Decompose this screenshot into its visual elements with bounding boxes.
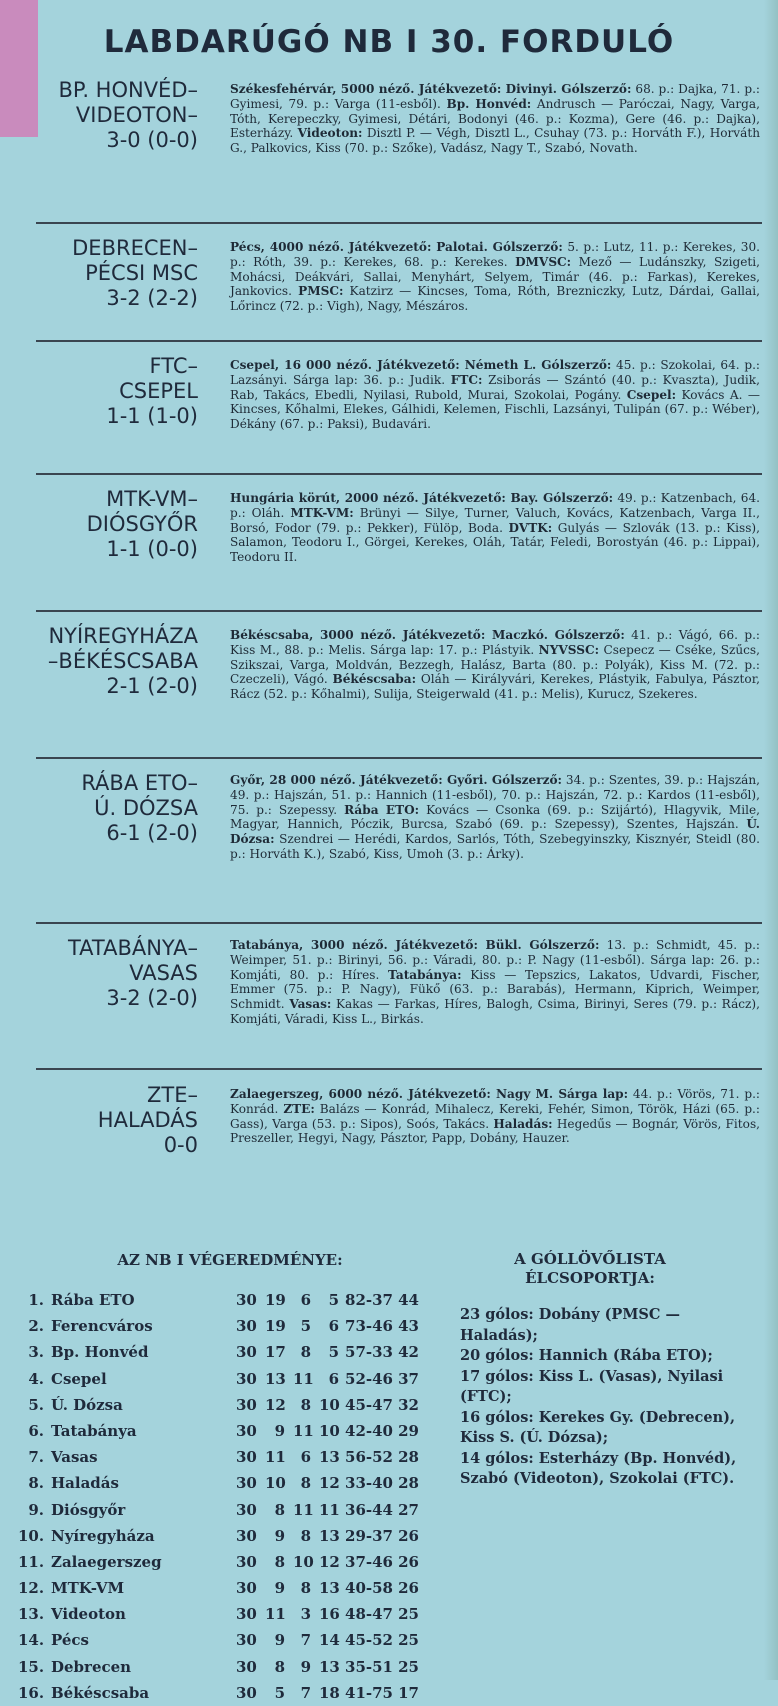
- scorers-title: A GÓLLÖVŐLISTA ÉLCSOPORTJA:: [514, 1250, 666, 1287]
- lineup-text: Brünyi — Silye, Turner, Valuch, Kovács, Katzenbach, Varga II., Borsó, Fodor (79. p.: Pekker), Fülöp, Boda.: [230, 505, 760, 535]
- standing-position: 9.: [28, 1500, 44, 1519]
- standing-goals: 36-44: [345, 1500, 393, 1519]
- table-row: [18, 1575, 428, 1601]
- standing-played: 30: [236, 1448, 257, 1467]
- standing-wins: 8: [274, 1500, 285, 1519]
- standing-team: Haladás: [51, 1474, 119, 1493]
- standing-wins: 8: [274, 1657, 285, 1676]
- standing-played: 30: [236, 1369, 257, 1388]
- standing-played: 30: [236, 1683, 257, 1702]
- standing-position: 13.: [18, 1605, 45, 1624]
- table-row: [18, 1680, 428, 1706]
- report-header: Zalaegerszeg, 6000 néző. Játékvezető: Nagy M. Sárga lap:: [230, 1087, 629, 1101]
- report-header: Pécs, 4000 néző. Játékvezető: Palotai. Gólszerző:: [230, 240, 563, 254]
- table-row: [18, 1627, 428, 1653]
- standing-position: 3.: [28, 1343, 44, 1362]
- standing-played: 30: [236, 1631, 257, 1650]
- standing-goals: 37-46: [345, 1552, 393, 1571]
- standing-team: Ú. Dózsa: [51, 1395, 123, 1414]
- standing-wins: 12: [265, 1395, 286, 1414]
- team-away: PÉCSI MSC: [85, 261, 198, 285]
- section-divider: [36, 922, 762, 924]
- lineup-text: Kakas — Farkas, Híres, Balogh, Csima, Birinyi, Seres (79. p.: Rácz), Komjáti, Váradi, Kiss L., Birkás.: [230, 997, 760, 1026]
- match-report: [230, 1087, 760, 1146]
- match-score: 3-2 (2-0): [106, 986, 198, 1010]
- lineup-label: Békéscsaba:: [332, 672, 417, 687]
- standing-played: 30: [236, 1605, 257, 1624]
- standing-losses: 5: [328, 1343, 339, 1362]
- standing-points: 25: [398, 1657, 419, 1676]
- standings-title: AZ NB I VÉGEREDMÉNYE:: [117, 1251, 343, 1269]
- table-row: [18, 1497, 428, 1523]
- standing-played: 30: [236, 1421, 257, 1440]
- standing-wins: 8: [274, 1552, 285, 1571]
- standing-goals: 42-40: [345, 1421, 393, 1440]
- report-header: Hungária körút, 2000 néző. Játékvezető: Bay. Gólszerző:: [230, 491, 614, 505]
- table-row: [18, 1392, 428, 1418]
- standing-played: 30: [236, 1657, 257, 1676]
- table-row: [18, 1654, 428, 1680]
- match-score: 3-0 (0-0): [106, 128, 198, 152]
- standing-team: Nyíregyháza: [51, 1526, 155, 1545]
- scorers-list: [460, 1305, 760, 1490]
- standing-position: 8.: [28, 1474, 44, 1493]
- standing-goals: 35-51: [345, 1657, 393, 1676]
- lineup-text: Disztl P. — Végh, Disztl L., Csuhay (73. p.: Horváth F.), Horváth G., Palkovics, Kiss (70. p.: Szőke), Vadász, Nagy T., Szabó, Novath.: [230, 126, 760, 156]
- standing-wins: 19: [265, 1291, 286, 1309]
- report-text: 45. p.: Szokolai, 64. p.: Lazsányi. Sárga lap: 36. p.: Judik.: [230, 358, 760, 387]
- report-text: 5. p.: Lutz, 11. p.: Kerekes, 30. p.: Róth, 39. p.: Kerekes, 68. p.: Kerekes.: [230, 240, 760, 269]
- standing-position: 7.: [28, 1448, 44, 1467]
- standing-losses: 11: [319, 1500, 340, 1519]
- match-teams: [18, 624, 198, 699]
- table-row: [18, 1418, 428, 1444]
- standing-draws: 6: [300, 1291, 311, 1309]
- table-row: [18, 1444, 428, 1470]
- lineup-label: Videoton:: [297, 126, 363, 141]
- standing-losses: 10: [319, 1395, 340, 1414]
- match-report: [230, 628, 760, 702]
- page-title: LABDARÚGÓ NB I 30. FORDULÓ: [103, 24, 675, 60]
- standing-losses: 12: [319, 1552, 340, 1571]
- scorer-entry: 16 gólos: Kerekes Gy. (Debrecen), Kiss S. (Ú. Dózsa);: [460, 1408, 736, 1446]
- lineup-text: Andrusch — Paróczai, Nagy, Varga, Tóth, Kerepeczky, Gyimesi, Détári, Bodonyi (46. p.: Kozma), Gere (46. p.: Dajka), Esterházy.: [230, 96, 760, 141]
- lineup-label: Vasas:: [289, 997, 332, 1012]
- standing-draws: 8: [300, 1395, 311, 1414]
- standing-played: 30: [236, 1474, 257, 1493]
- team-away: Ú. DÓZSA: [94, 796, 198, 820]
- standing-points: 26: [398, 1552, 419, 1571]
- standing-played: 30: [236, 1500, 257, 1519]
- match-score: 1-1 (1-0): [106, 404, 198, 428]
- standing-points: 32: [398, 1395, 419, 1414]
- standing-team: Videoton: [51, 1605, 126, 1624]
- standing-draws: 7: [300, 1631, 311, 1650]
- standing-draws: 11: [293, 1421, 314, 1440]
- table-row: [18, 1313, 428, 1339]
- standing-draws: 8: [300, 1526, 311, 1545]
- team-home: RÁBA ETO–: [81, 771, 198, 795]
- lineup-text: Katzirz — Kincses, Toma, Róth, Brezniczky, Lutz, Dárdai, Gallai, Lőrincz (72. p.: Vigh), Nagy, Mészáros.: [230, 284, 760, 314]
- match-report: [230, 773, 760, 862]
- standing-losses: 12: [319, 1474, 340, 1493]
- report-header: Tatabánya, 3000 néző. Játékvezető: Bükl. Gólszerző:: [230, 938, 600, 952]
- standing-team: Rába ETO: [51, 1291, 135, 1309]
- team-away: VIDEOTON–: [75, 103, 198, 127]
- standing-draws: 3: [300, 1605, 311, 1624]
- table-row: [18, 1523, 428, 1549]
- report-text: 68. p.: Dajka, 71. p.: Gyimesi, 79. p.: Varga (11-esből).: [230, 82, 760, 111]
- lineup-label: Haladás:: [493, 1116, 553, 1131]
- table-row: [18, 1601, 428, 1627]
- team-away: CSEPEL: [119, 379, 198, 403]
- standing-wins: 9: [274, 1526, 285, 1545]
- standing-wins: 11: [265, 1605, 286, 1624]
- report-header: Békéscsaba, 3000 néző. Játékvezető: Maczkó. Gólszerző:: [230, 628, 625, 642]
- standing-played: 30: [236, 1291, 257, 1309]
- standing-losses: 6: [328, 1369, 339, 1388]
- match-report: [230, 82, 760, 156]
- standing-points: 42: [398, 1343, 419, 1362]
- lineup-label: Rába ETO:: [344, 802, 420, 817]
- standing-points: 37: [398, 1369, 419, 1388]
- table-row: [18, 1339, 428, 1365]
- lineup-text: Hegedűs — Bognár, Vörös, Fitos, Preszeller, Hegyi, Nagy, Pásztor, Papp, Dobány, Hauzer.: [230, 1116, 760, 1146]
- lineup-text: Gulyás — Szlovák (13. p.: Kiss), Salamon, Teodoru I., Görgei, Kerekes, Oláh, Tatár, Feledi, Borostyán (46. p.: Lippai), Teodoru II.: [230, 520, 760, 565]
- report-header: Székesfehérvár, 5000 néző. Játékvezető: Divinyi. Gólszerző:: [230, 82, 632, 96]
- standing-draws: 5: [300, 1317, 311, 1336]
- standing-team: Pécs: [51, 1631, 89, 1650]
- team-away: DIÓSGYŐR: [86, 512, 198, 536]
- standing-team: Békéscsaba: [51, 1683, 150, 1702]
- lineup-text: Szendrei — Herédi, Kardos, Sarlós, Tóth, Szebegyinszky, Kisznyér, Steidl (80. p.: Horváth K.), Szabó, Kiss, Umoh (3. p.: Árky).: [230, 832, 760, 861]
- report-text: 44. p.: Vörös, 71. p.: Konrád.: [230, 1087, 760, 1116]
- standing-team: MTK-VM: [51, 1579, 125, 1598]
- match-report: [230, 938, 760, 1027]
- match-teams: [18, 236, 198, 311]
- standing-goals: 48-47: [345, 1605, 393, 1624]
- report-text: 41. p.: Vágó, 66. p.: Kiss M., 88. p.: Melis. Sárga lap: 17. p.: Plástyik.: [230, 628, 760, 657]
- standing-position: 14.: [18, 1631, 45, 1650]
- section-divider: [36, 757, 762, 759]
- standing-goals: 41-75: [345, 1683, 393, 1702]
- team-home: BP. HONVÉD–: [58, 78, 198, 102]
- standing-position: 6.: [28, 1421, 44, 1440]
- lineup-label: Csepel:: [626, 387, 677, 402]
- lineup-label: FTC:: [450, 372, 483, 387]
- standings-table: [18, 1287, 428, 1706]
- standing-points: 28: [398, 1448, 419, 1467]
- match-report: [230, 358, 760, 432]
- standing-team: Bp. Honvéd: [51, 1343, 149, 1362]
- standing-wins: 9: [274, 1421, 285, 1440]
- standing-played: 30: [236, 1552, 257, 1571]
- standing-wins: 9: [274, 1631, 285, 1650]
- standing-points: 43: [398, 1317, 419, 1336]
- lineup-label: Tatabánya:: [388, 967, 462, 982]
- scorer-entry: 23 gólos: Dobány (PMSC — Haladás);: [460, 1306, 680, 1344]
- standing-position: 2.: [28, 1317, 44, 1336]
- match-score: 6-1 (2-0): [106, 821, 198, 845]
- standing-points: 25: [398, 1605, 419, 1624]
- standing-wins: 17: [265, 1343, 286, 1362]
- lineup-text: Kiss — Tepszics, Lakatos, Udvardi, Fischer, Emmer (75. p.: P. Nagy), Fükő (63. p.: Barabás), Hermann, Kiprich, Weimper, Schmidt.: [230, 967, 760, 1012]
- section-divider: [36, 340, 762, 342]
- standing-wins: 9: [274, 1579, 285, 1598]
- standing-draws: 8: [300, 1343, 311, 1362]
- match-score: 0-0: [163, 1133, 198, 1157]
- standing-points: 25: [398, 1631, 419, 1650]
- match-teams: [18, 78, 198, 153]
- standing-played: 30: [236, 1395, 257, 1414]
- standing-wins: 19: [265, 1317, 286, 1336]
- section-divider: [36, 222, 762, 224]
- standing-draws: 10: [293, 1552, 314, 1571]
- standing-team: Csepel: [51, 1369, 107, 1388]
- standing-losses: 10: [319, 1421, 340, 1440]
- lineup-text: Csepecz — Cséke, Szűcs, Szikszai, Varga, Moldván, Bezzegh, Halász, Barta (80. p.: Polyák), Kiss M. (72. p.: Czeczeli), Vágó.: [230, 642, 760, 687]
- match-teams: [18, 771, 198, 846]
- standing-goals: 57-33: [345, 1343, 393, 1362]
- standing-points: 26: [398, 1526, 419, 1545]
- lineup-label: Ú. Dózsa:: [230, 817, 760, 847]
- standing-draws: 8: [300, 1579, 311, 1598]
- match-teams: [18, 354, 198, 429]
- standing-draws: 8: [300, 1474, 311, 1493]
- section-divider: [36, 1068, 762, 1070]
- standing-position: 5.: [28, 1395, 44, 1414]
- lineup-label: DVTK:: [508, 520, 553, 535]
- standing-wins: 10: [265, 1474, 286, 1493]
- standing-position: 15.: [18, 1657, 45, 1676]
- standing-team: Tatabánya: [51, 1421, 137, 1440]
- match-score: 3-2 (2-2): [106, 286, 198, 310]
- match-report: [230, 240, 760, 314]
- standing-points: 29: [398, 1421, 419, 1440]
- standing-played: 30: [236, 1526, 257, 1545]
- scorer-entry: 20 gólos: Hannich (Rába ETO);: [460, 1347, 713, 1364]
- standing-points: 28: [398, 1474, 419, 1493]
- report-header: Győr, 28 000 néző. Játékvezető: Győri. Gólszerző:: [230, 773, 562, 787]
- standing-team: Zalaegerszeg: [51, 1552, 162, 1571]
- team-home: FTC–: [149, 354, 198, 378]
- match-teams: [18, 1083, 198, 1158]
- standing-points: 17: [398, 1683, 419, 1702]
- standing-losses: 16: [319, 1605, 340, 1624]
- standing-draws: 11: [293, 1500, 314, 1519]
- standing-points: 44: [398, 1291, 419, 1309]
- standing-position: 4.: [28, 1369, 44, 1388]
- table-row: [18, 1366, 428, 1392]
- section-divider: [36, 610, 762, 612]
- standing-goals: 56-52: [345, 1448, 393, 1467]
- standing-played: 30: [236, 1343, 257, 1362]
- standing-team: Debrecen: [51, 1657, 132, 1676]
- standing-draws: 6: [300, 1448, 311, 1467]
- lineup-label: NYVSSC:: [538, 642, 600, 657]
- standing-goals: 52-46: [345, 1369, 393, 1388]
- standing-goals: 29-37: [345, 1526, 393, 1545]
- team-home: MTK-VM–: [106, 487, 198, 511]
- standing-goals: 45-47: [345, 1395, 393, 1414]
- standing-played: 30: [236, 1579, 257, 1598]
- team-home: DEBRECEN–: [72, 236, 198, 260]
- lineup-text: Mező — Ludánszky, Szigeti, Mohácsi, Deákvári, Sallai, Menyhárt, Selyem, Timár (46. p.: Farkas), Kerekes, Jankovics.: [230, 254, 760, 299]
- match-report: [230, 491, 760, 565]
- match-teams: [18, 487, 198, 562]
- standing-wins: 11: [265, 1448, 286, 1467]
- table-row: [18, 1549, 428, 1575]
- team-home: ZTE–: [147, 1083, 198, 1107]
- team-home: NYÍREGYHÁZA: [48, 624, 198, 648]
- report-text: 34. p.: Szentes, 39. p.: Hajszán, 49. p.: Hajszán, 51. p.: Hannich (11-esből), 70. p.: Hajszán, 72. p.: Kardos (11-esből), 75. p.: Szepessy.: [230, 773, 760, 817]
- lineup-label: ZTE:: [283, 1101, 315, 1116]
- standing-losses: 13: [319, 1526, 340, 1545]
- team-away: –BÉKÉSCSABA: [47, 649, 198, 673]
- standing-position: 1.: [28, 1291, 44, 1309]
- standing-wins: 5: [274, 1683, 285, 1702]
- standing-position: 16.: [18, 1683, 45, 1702]
- lineup-label: Bp. Honvéd:: [446, 96, 532, 111]
- standing-losses: 14: [319, 1631, 340, 1650]
- lineup-label: MTK-VM:: [290, 505, 354, 520]
- report-text: 13. p.: Schmidt, 45. p.: Weimper, 51. p.: Birinyi, 56. p.: Váradi, 80. p.: P. Nagy (11-esből). Sárga lap: 26. p.: Komjáti, 80. p.: Híres.: [230, 938, 760, 982]
- lineup-text: Oláh — Királyvári, Kerekes, Plástyik, Fabulya, Pásztor, Rácz (52. p.: Kőhalmi), Sulija, Steigerwald (41. p.: Melis), Kurucz, Szekeres.: [230, 672, 760, 702]
- standing-team: Vasas: [51, 1448, 98, 1467]
- match-score: 1-1 (0-0): [106, 537, 198, 561]
- standing-team: Diósgyőr: [51, 1500, 126, 1519]
- standing-draws: 11: [293, 1369, 314, 1388]
- standing-wins: 13: [265, 1369, 286, 1388]
- team-away: HALADÁS: [97, 1108, 198, 1132]
- standing-position: 10.: [18, 1526, 45, 1545]
- standing-points: 27: [398, 1500, 419, 1519]
- lineup-label: PMSC:: [298, 284, 344, 299]
- standing-position: 11.: [18, 1552, 45, 1571]
- team-away: VASAS: [129, 961, 198, 985]
- standing-goals: 73-46: [345, 1317, 393, 1336]
- standing-goals: 40-58: [345, 1579, 393, 1598]
- standing-team: Ferencváros: [51, 1317, 153, 1336]
- lineup-text: Kovács — Csonka (69. p.: Szijártó), Hlagyvik, Mile, Magyar, Hannich, Póczik, Burcsa, Szabó (69. p.: Szepessy), Szentes, Hajszán.: [230, 802, 760, 832]
- standing-losses: 18: [319, 1683, 340, 1702]
- match-teams: [18, 936, 198, 1011]
- standing-losses: 13: [319, 1657, 340, 1676]
- standing-losses: 13: [319, 1579, 340, 1598]
- standing-position: 12.: [18, 1579, 45, 1598]
- lineup-text: Balázs — Konrád, Mihalecz, Kereki, Fehér, Simon, Török, Házi (65. p.: Gass), Varga (53. p.: Sipos), Soós, Takács.: [230, 1101, 760, 1131]
- table-row: [18, 1470, 428, 1496]
- standing-draws: 7: [300, 1683, 311, 1702]
- table-row: [18, 1287, 428, 1313]
- lineup-text: Kovács A. — Kincses, Kőhalmi, Elekes, Gálhidi, Kelemen, Fischli, Lazsányi, Tulipán (67. p.: Wéber), Dékány (67. p.: Paksi), Budavári.: [230, 387, 760, 432]
- standing-losses: 6: [328, 1317, 339, 1336]
- match-score: 2-1 (2-0): [106, 674, 198, 698]
- lineup-text: Zsiborás — Szántó (40. p.: Kvaszta), Judik, Rab, Takács, Ebedli, Nyilasi, Rubold, Murai, Szokolai, Pogány.: [230, 372, 760, 402]
- standing-goals: 33-40: [345, 1474, 393, 1493]
- standing-losses: 5: [328, 1291, 339, 1309]
- standing-draws: 9: [300, 1657, 311, 1676]
- section-divider: [36, 473, 762, 475]
- lineup-label: DMVSC:: [515, 254, 572, 269]
- standing-played: 30: [236, 1317, 257, 1336]
- standing-losses: 13: [319, 1448, 340, 1467]
- page-edge-shadow: [764, 0, 778, 1680]
- report-text: 49. p.: Katzenbach, 64. p.: Oláh.: [230, 491, 760, 520]
- standing-goals: 82-37: [345, 1291, 393, 1309]
- scorer-entry: 14 gólos: Esterházy (Bp. Honvéd), Szabó (Videoton), Szokolai (FTC).: [460, 1449, 737, 1487]
- scorer-entry: 17 gólos: Kiss L. (Vasas), Nyilasi (FTC);: [460, 1367, 724, 1405]
- standing-goals: 45-52: [345, 1631, 393, 1650]
- standing-points: 26: [398, 1579, 419, 1598]
- report-header: Csepel, 16 000 néző. Játékvezető: Németh L. Gólszerző:: [230, 358, 612, 372]
- team-home: TATABÁNYA–: [67, 936, 198, 960]
